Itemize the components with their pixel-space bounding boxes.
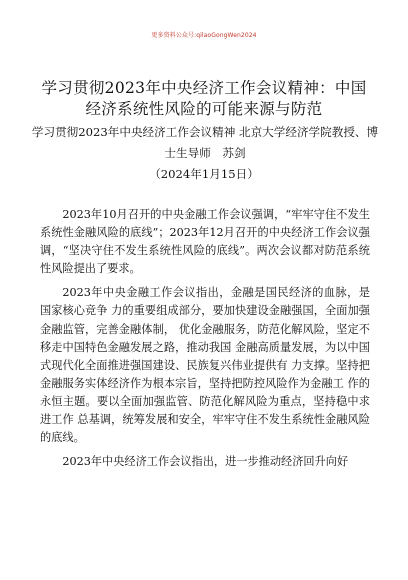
document-title: 学习贯彻2023年中央经济工作会议精神：中国经济系统性风险的可能来源与防范 <box>41 79 367 118</box>
document-date: （2024年1月15日） <box>149 167 259 181</box>
document-subtitle: 学习贯彻2023年中央经济工作会议精神 北京大学经济学院教授、博士生导师 苏剑 <box>31 125 379 160</box>
body-paragraph: 2023年10月召开的中央金融工作会议强调，“牢牢守住不发生系统性金融风险的底线”；2023年12月召开的中央经济工作会议强调，“坚决守住不发生系统性风险的底线”。两次会议都对防范系统性风险提出了要求。 <box>40 208 370 276</box>
body-paragraph: 2023年中央经济工作会议指出，进一步推动经济回升向好 <box>62 455 349 469</box>
header-watermark: 更多资料公众号:qilaoGongWen2024 <box>151 32 257 39</box>
document-body <box>40 206 370 477</box>
body-paragraph: 2023年中央金融工作会议指出，金融是国民经济的血脉，是国家核心竞争 力的重要组成部分，要加快建设金融强国，全面加强金融监管，完善金融体制， 优化金融服务，防范化解风险，坚定不移走中国特色金融发展之路，推动我国 金融高质量发展，为以中国式现代化全面推进强国建设、民族复兴伟业提供有 力支撑。坚持把金融服务实体经济作为根本宗旨，坚持把防控风险作为金融工 作的永恒主题。要以全面加强监管、防范化解风险为重点，坚持稳中求进工作 总基调，统筹发展和安全，牢牢守住不发生系统性金融风险的底线。 <box>40 286 370 445</box>
